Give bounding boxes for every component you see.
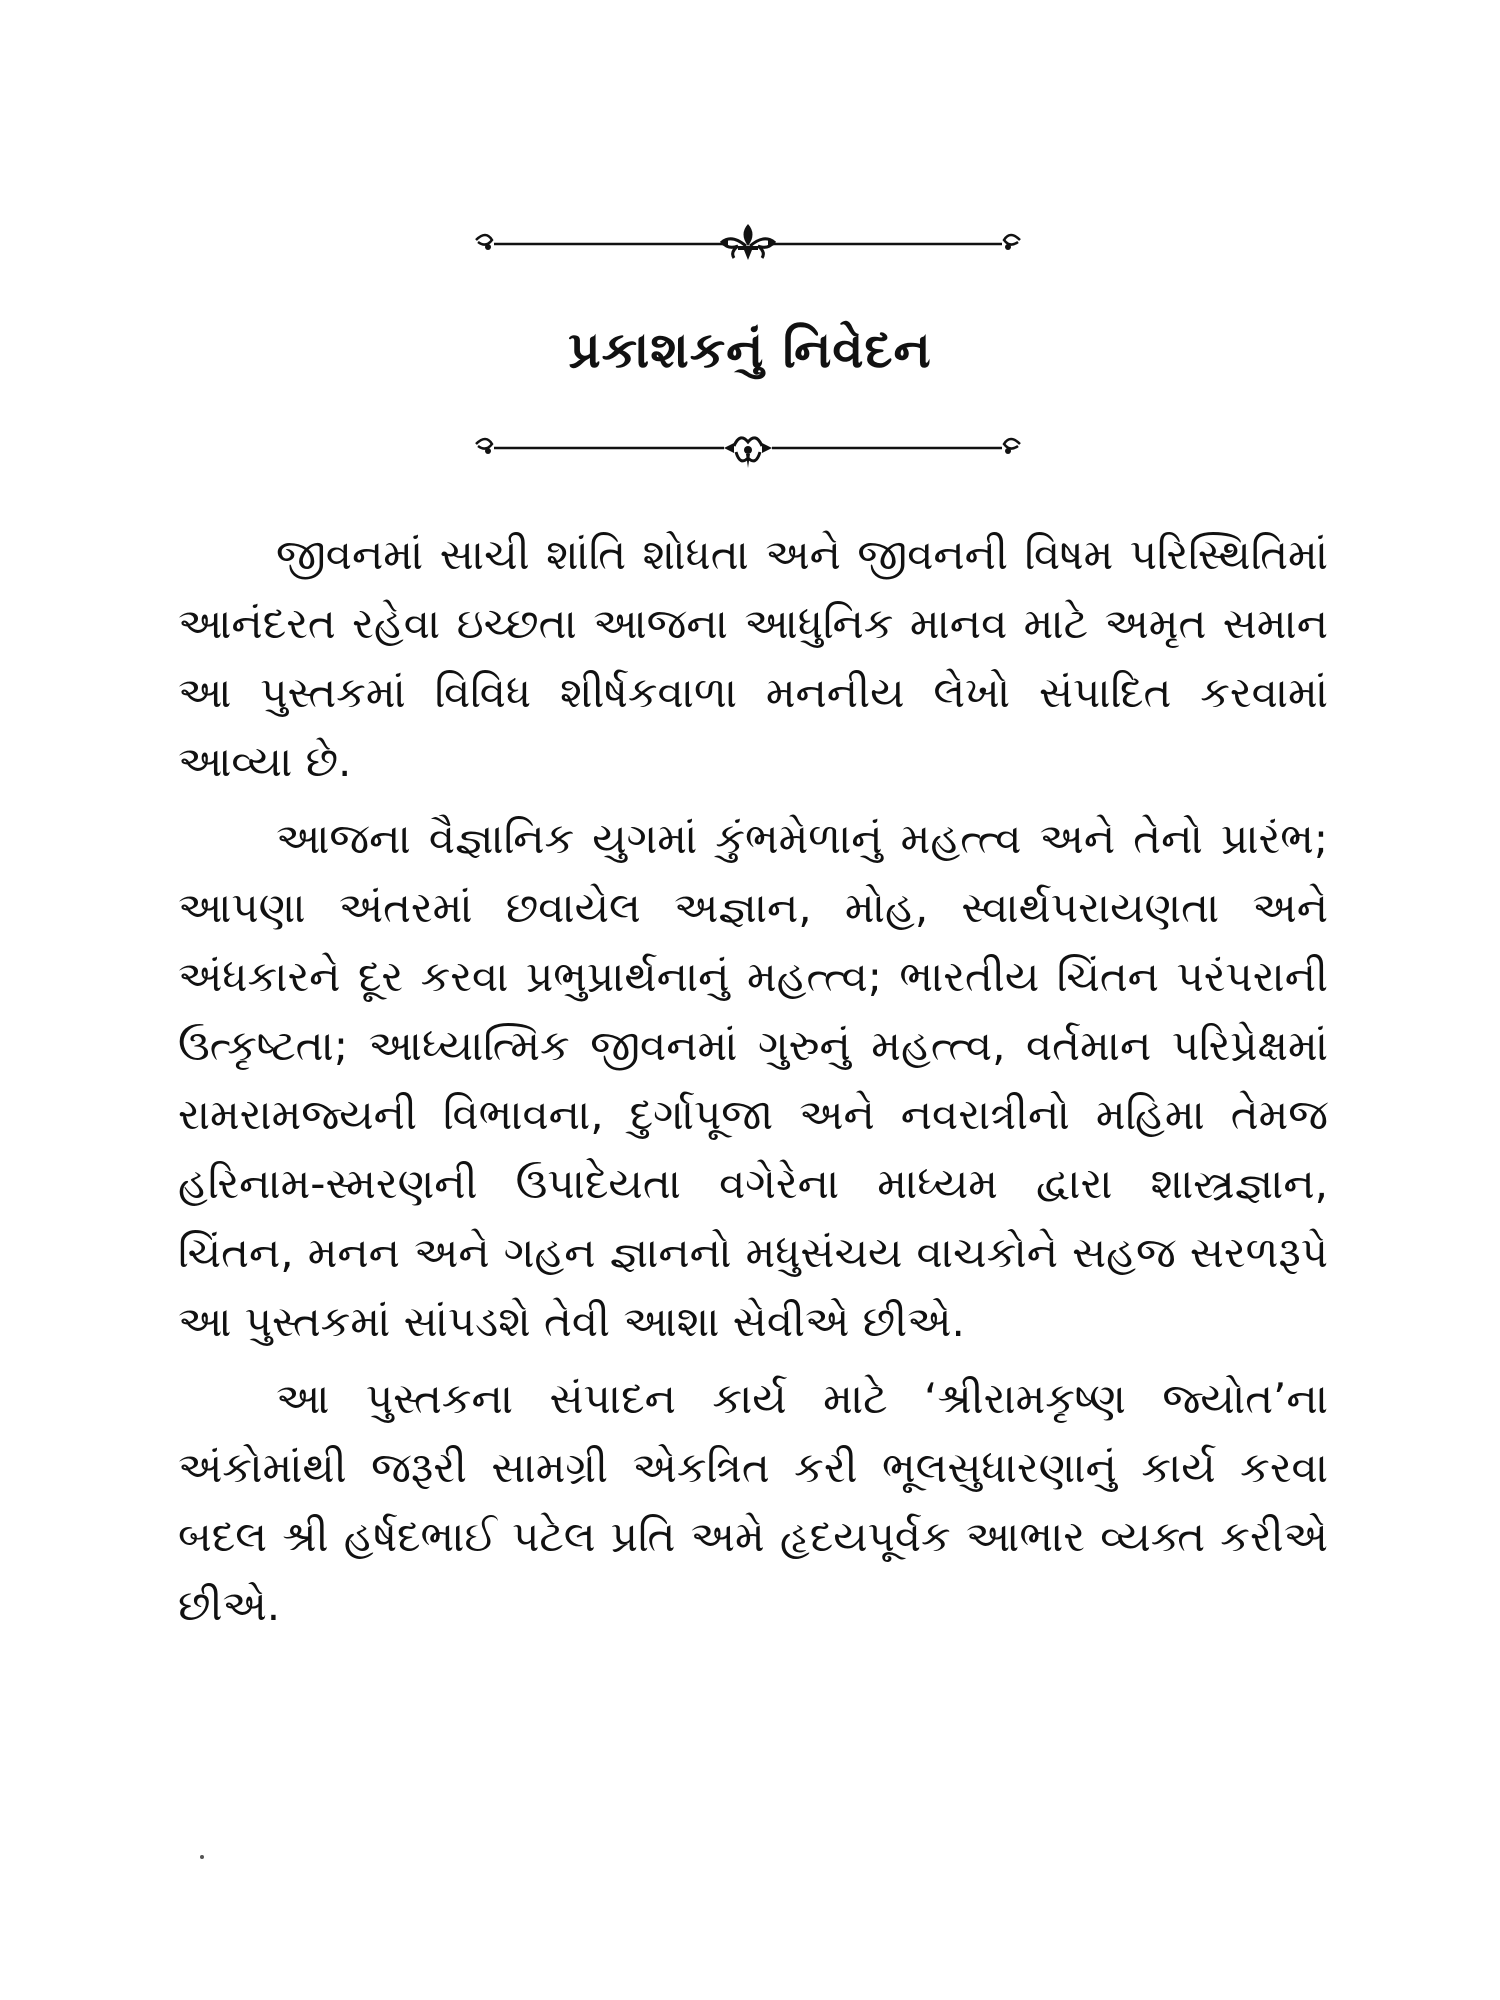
page-title: પ્રકાશકનું નિવેદન bbox=[568, 321, 932, 379]
fleur-de-lis-divider-icon bbox=[468, 220, 1028, 268]
preface-body bbox=[178, 520, 1328, 1648]
print-speck bbox=[200, 1855, 204, 1859]
paragraph-3: આ પુસ્તકના સંપાદન કાર્ય માટે ‘શ્રીરામકૃષ્ણ જ્યોત’ના અંકોમાંથી જરૂરી સામગ્રી એકત્રિત કરી ભૂલસુધારણાનું કાર્ય કરવા બદલ શ્રી હર્ષદભાઈ પટેલ પ્રતિ અમે હૃદયપૂર્વક આભાર વ્યક્ત કરીએ છીએ. bbox=[178, 1374, 1328, 1630]
paragraph-1: જીવનમાં સાચી શાંતિ શોધતા અને જીવનની વિષમ પરિસ્થિતિમાં આનંદરત રહેવા ઇચ્છતા આજના આધુનિક માનવ માટે અમૃત સમાન આ પુસ્તકમાં વિવિધ શીર્ષકવાળા મનનીય લેખો સંપાદિત કરવામાં આવ્યા છે. bbox=[178, 530, 1328, 786]
paragraph-2: આજના વૈજ્ઞાનિક યુગમાં કુંભમેળાનું મહત્ત્વ અને તેનો પ્રારંભ; આપણા અંતરમાં છવાયેલ અજ્ઞાન, મોહ, સ્વાર્થપરાયણતા અને અંધકારને દૂર કરવા પ્રભુપ્રાર્થનાનું મહત્ત્વ; ભારતીય ચિંતન પરંપરાની ઉત્કૃષ્ટતા; આધ્યાત્મિક જીવનમાં ગુરુનું મહત્ત્વ, વર્તમાન પરિપ્રેક્ષમાં રામરામજ્યની વિભાવના, દુર્ગાપૂજા અને નવરાત્રીનો મહિમા તેમજ હરિનામ-સ્મરણની ઉપાદેયતા વગેરેના માધ્યમ દ્વારા શાસ્ત્રજ્ઞાન, ચિંતન, મનન અને ગહન જ્ઞાનનો મધુસંચય વાચકોને સહજ સરળરૂપે આ પુસ્તકમાં સાંપડશે તેવી આશા સેવીએ છીએ. bbox=[178, 814, 1328, 1346]
scroll-flourish-divider-icon bbox=[468, 424, 1028, 472]
